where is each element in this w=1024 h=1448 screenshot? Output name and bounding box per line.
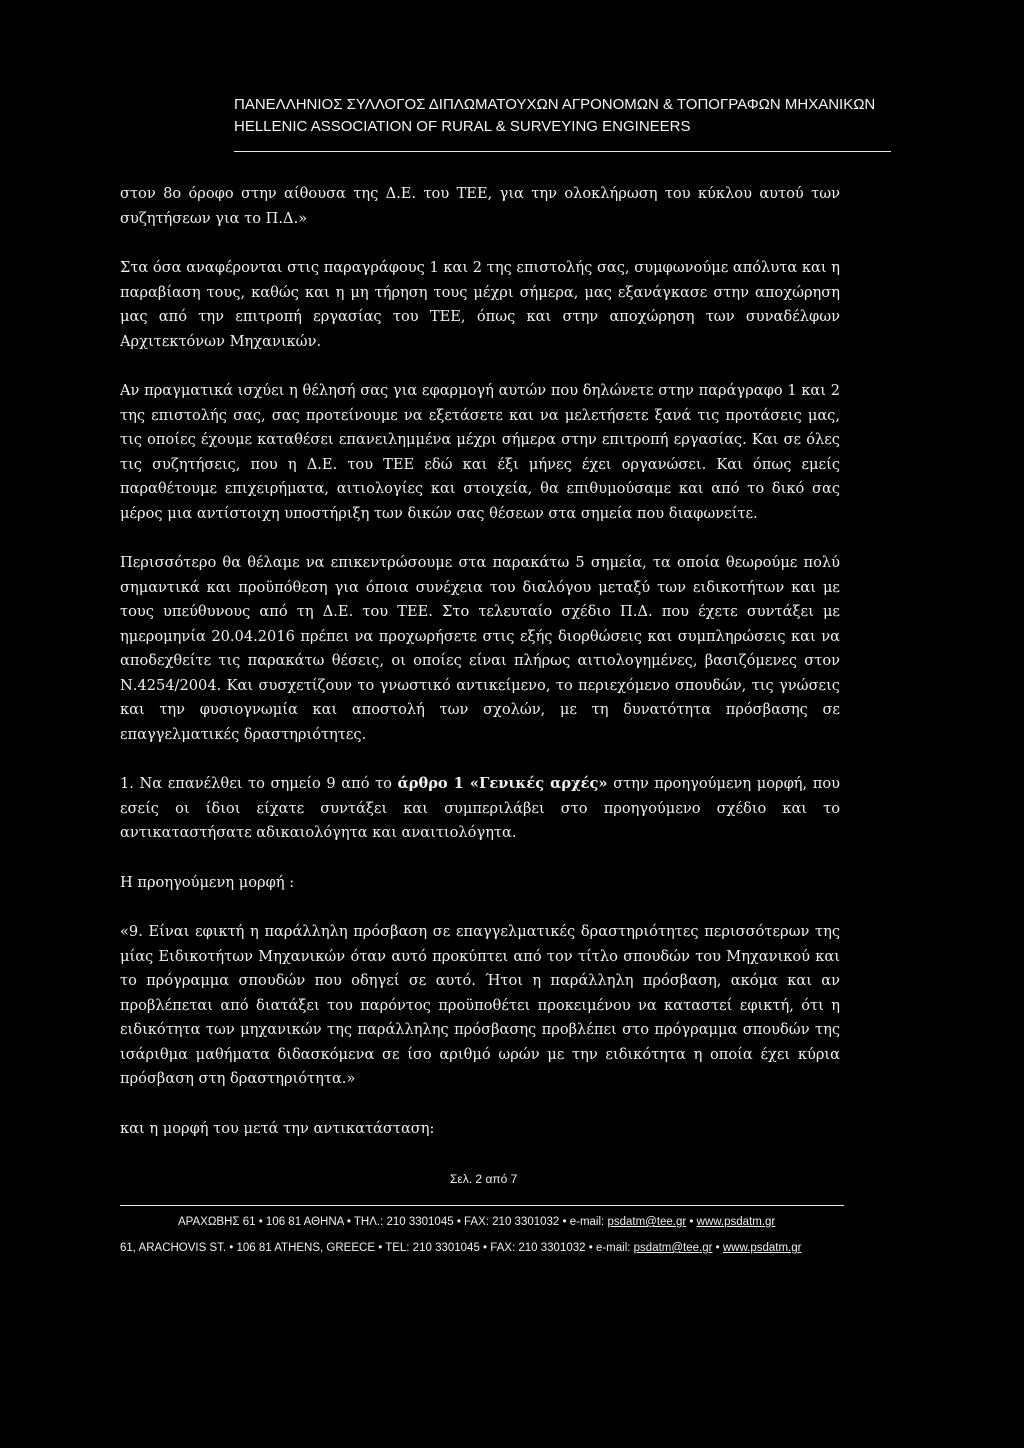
footer-email-link[interactable]: psdatm@tee.gr [607,1216,687,1228]
list-item-text-pre: Να επανέλθει το σημείο 9 από το [139,775,398,792]
page-number: Σελ. 2 από 7 [450,1172,518,1186]
paragraph-1: στον 8ο όροφο στην αίθουσα της Δ.Ε. του ΤΕΕ, για την ολοκλήρωση του κύκλου αυτού των συζητήσεων για το Π.Δ.» [120,185,840,227]
footer-divider [120,1205,844,1206]
footer-email-link[interactable]: psdatm@tee.gr [633,1242,713,1254]
letterhead [234,94,894,138]
footer-separator: • [686,1216,697,1228]
header-divider [234,151,891,152]
footer-website-link[interactable]: www.psdatm.gr [722,1242,802,1254]
footer-address-greek [178,1216,775,1228]
list-item-number: 1. [120,775,134,792]
paragraph-2: Στα όσα αναφέρονται στις παραγράφους 1 και 2 της επιστολής σας, συμφωνούμε απόλυτα και η παραβίαση τους, καθώς και η μη τήρηση τους μέχρι σήμερα, μας εξανάγκασε στην αποχώρηση μας από την επιτροπή εργασίας του ΤΕΕ, όπως και στην αποχώρηση των συναδέλφων Αρχιτεκτόνων Μηχανικών. [120,259,840,350]
footer-address-english [120,1242,801,1254]
letterhead-english-title: HELLENIC ASSOCIATION OF RURAL & SURVEYING ENGINEERS [234,118,691,135]
footer-address-text: 61, ARACHOVIS ST. • 106 81 ATHENS, GREECE • TEL: 210 3301045 • FAX: 210 3301032 • e-mail: [120,1242,634,1254]
footer-address-text: ΑΡΑΧΩΒΗΣ 61 • 106 81 ΑΘΗΝΑ • ΤΗΛ.: 210 3301045 • FAX: 210 3301032 • e-mail: [178,1216,608,1228]
list-item-text-post: στην προηγούμενη μορφή, που εσείς οι ίδιοι είχατε συντάξει και συμπεριλάβει στο προηγούμενο σχέδιο και το αντικαταστήσατε αδικαιολόγητα και αναιτιολόγητα. [120,775,841,841]
letterhead-greek-title: ΠΑΝΕΛΛΗΝΙΟΣ ΣΥΛΛΟΓΟΣ ΔΙΠΛΩΜΑΤΟΥΧΩΝ ΑΓΡΟΝΟΜΩΝ & ΤΟΠΟΓΡΑΦΩΝ ΜΗΧΑΝΙΚΩΝ [234,96,876,113]
footer-separator: • [712,1242,723,1254]
footer-website-link[interactable]: www.psdatm.gr [696,1216,776,1228]
article-reference: άρθρο 1 «Γενικές αρχές» [397,775,608,792]
paragraph-3: Αν πραγματικά ισχύει η θέλησή σας για εφαρμογή αυτών που δηλώνετε στην παράγραφο 1 και 2 της επιστολής σας, σας προτείνουμε να εξετάσετε και να μελετήσετε ξανά τις προτάσεις μας, τις οποίες έχουμε καταθέσει επανειλημμένα μέχρι σήμερα στην επιτροπή εργασίας. Και σε όλες τις συζητήσεις, που η Δ.Ε. του ΤΕΕ εδώ και έξι μήνες έχει οργανώσει. Και όπως εμείς παραθέτουμε επιχειρήματα, αιτιολογίες και στοιχεία, θα επιθυμούσαμε και από το δικό σας μέρος μια αντίστοιχη υποστήριξη των δικών σας θέσεων στα σημεία που διαφωνείτε. [120,382,840,522]
quoted-clause: «9. Είναι εφικτή η παράλληλη πρόσβαση σε επαγγελματικές δραστηριότητες περισσότερων της μίας Ειδικοτήτων Μηχανικών όταν αυτό προκύπτει από τον τίτλο σπουδών του Μηχανικού και το πρόγραμμα σπουδών που οδηγεί σε αυτό. Ήτοι η παράλληλη πρόσβαση, ακόμα και αν προβλέπεται από διατάξει του παρόντος προϋποθέτει προκειμένου να καταστεί εφικτή, ότι η ειδικότητα των μηχανικών της παράλληλης πρόσβασης προβλέπει στο πρόγραμμα σπουδών της ισάριθμα μαθήματα διδασκόμενα σε ίσο αριθμό ωρών με την ειδικότητα η οποία έχει κύρια πρόσβαση στη δραστηριότητα.» [120,923,840,1087]
list-item-1 [120,772,840,846]
after-replacement-label: και η μορφή του μετά την αντικατάσταση: [120,1119,435,1137]
letter-body [120,182,840,1141]
previous-form-label: Η προηγούμενη μορφή : [120,873,295,891]
paragraph-4: Περισσότερο θα θέλαμε να επικεντρώσουμε στα παρακάτω 5 σημεία, τα οποία θεωρούμε πολύ σημαντικά και προϋπόθεση για όποια συνέχεια του διαλόγου μεταξύ των ειδικοτήτων και με τους υπεύθυνους από τη Δ.Ε. του ΤΕΕ. Στο τελευταίο σχέδιο Π.Δ. που έχετε συντάξει με ημερομηνία 20.04.2016 πρέπει να προχωρήσετε στις εξής διορθώσεις και συμπληρώσεις και να αποδεχθείτε τις παρακάτω θέσεις, οι οποίες είναι πλήρως αιτιολογημένες, βασιζόμενες στον Ν.4254/2004. Και συσχετίζουν το γνωστικό αντικείμενο, το περιεχόμενο σπουδών, τις γνώσεις και την φυσιογνωμία και αποστολή των σχολών, με τη δυνατότητα πρόσβασης σε επαγγελματικές δραστηριότητες. [120,554,840,743]
